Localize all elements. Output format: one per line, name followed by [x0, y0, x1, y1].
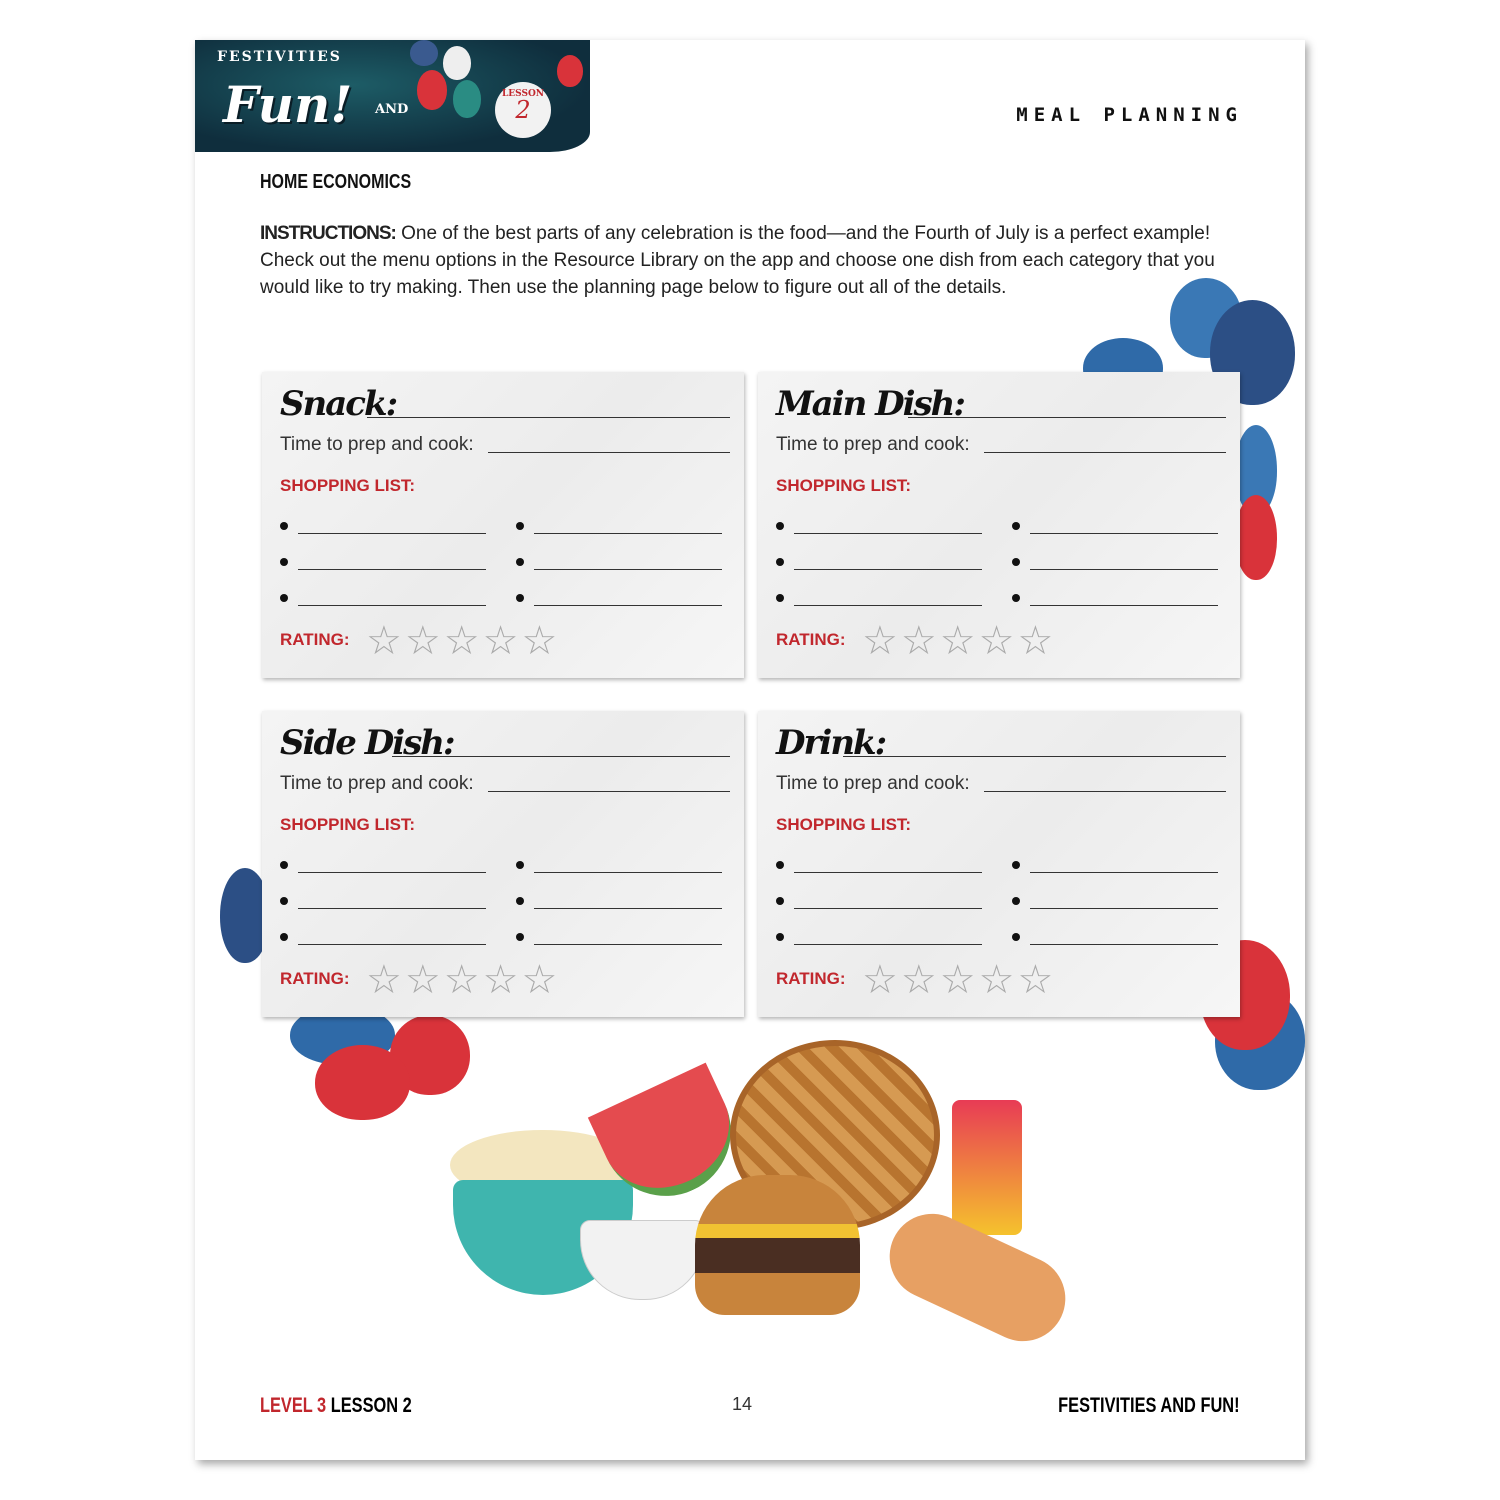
logo-and: AND [375, 102, 409, 117]
star-rating[interactable]: ☆☆☆☆☆ [366, 619, 561, 663]
write-line [298, 569, 486, 570]
shopping-item-field[interactable] [1012, 552, 1232, 572]
write-line [298, 605, 486, 606]
shopping-item-field[interactable] [516, 552, 736, 572]
bullet-icon [280, 594, 288, 602]
main-dish-card [758, 372, 1240, 678]
bullet-icon [776, 558, 784, 566]
card-title: Main Dish: [776, 384, 964, 424]
logo-fun: Fun! [223, 75, 353, 134]
bullet-icon [280, 933, 288, 941]
footer-level-lesson [260, 1394, 412, 1418]
shopping-item-field[interactable] [280, 516, 500, 536]
write-line [298, 533, 486, 534]
shopping-item-field[interactable] [280, 552, 500, 572]
shopping-item-field[interactable] [1012, 855, 1232, 875]
shopping-item-field[interactable] [516, 927, 736, 947]
bullet-icon [1012, 522, 1020, 530]
bullet-icon [1012, 861, 1020, 869]
instructions-label: INSTRUCTIONS: [260, 223, 396, 244]
shopping-item-field[interactable] [1012, 891, 1232, 911]
bullet-icon [776, 933, 784, 941]
write-line [534, 944, 722, 945]
write-line [1030, 569, 1218, 570]
bullet-icon [280, 522, 288, 530]
balloon-icon [443, 46, 471, 80]
section-title: MEAL PLANNING [1016, 104, 1243, 126]
write-line [534, 533, 722, 534]
lesson-badge-number: 2 [515, 96, 531, 124]
bullet-icon [516, 558, 524, 566]
time-label: Time to prep and cook: [776, 434, 970, 455]
series-banner [195, 40, 590, 152]
shopping-item-field[interactable] [776, 927, 996, 947]
shopping-list-label: SHOPPING LIST: [776, 815, 912, 834]
write-line [1030, 605, 1218, 606]
soda-can-icon [952, 1100, 1022, 1235]
card-title: Snack: [280, 384, 397, 424]
rating-label: RATING: [776, 630, 846, 649]
lesson-badge-label: LESSON [501, 89, 545, 99]
shopping-item-field[interactable] [516, 588, 736, 608]
bullet-icon [1012, 558, 1020, 566]
balloon-icon [1235, 495, 1277, 580]
write-line [534, 908, 722, 909]
subject-heading: HOME ECONOMICS [260, 171, 412, 193]
bullet-icon [776, 897, 784, 905]
shopping-item-field[interactable] [776, 588, 996, 608]
lesson-badge [495, 82, 551, 138]
dish-name-field[interactable] [908, 417, 1226, 418]
write-line [794, 533, 982, 534]
logo-festivities: FESTIVITIES [217, 49, 342, 65]
write-line [298, 908, 486, 909]
star-rating[interactable]: ☆☆☆☆☆ [862, 619, 1057, 663]
dish-name-field[interactable] [367, 417, 730, 418]
shopping-list-label: SHOPPING LIST: [776, 476, 912, 495]
balloon-icon [557, 55, 583, 87]
footer-book-title: FESTIVITIES AND FUN! [1058, 1394, 1240, 1417]
write-line [794, 908, 982, 909]
write-line [794, 605, 982, 606]
bullet-icon [1012, 897, 1020, 905]
burger-icon [695, 1175, 860, 1315]
shopping-item-field[interactable] [280, 891, 500, 911]
shopping-item-field[interactable] [516, 855, 736, 875]
bullet-icon [280, 861, 288, 869]
write-line [794, 872, 982, 873]
bullet-icon [516, 933, 524, 941]
card-title: Side Dish: [280, 723, 454, 763]
shopping-item-field[interactable] [280, 588, 500, 608]
shopping-item-field[interactable] [280, 927, 500, 947]
time-label: Time to prep and cook: [280, 434, 474, 455]
shopping-item-field[interactable] [516, 516, 736, 536]
shopping-item-field[interactable] [776, 552, 996, 572]
write-line [298, 944, 486, 945]
page-number: 14 [732, 1394, 753, 1414]
rating-label: RATING: [280, 969, 350, 988]
bullet-icon [516, 897, 524, 905]
rating-label: RATING: [776, 969, 846, 988]
yogurt-bowl-icon [580, 1220, 705, 1300]
write-line [298, 872, 486, 873]
shopping-list-label: SHOPPING LIST: [280, 476, 416, 495]
bullet-icon [776, 861, 784, 869]
time-field[interactable] [488, 791, 730, 792]
write-line [1030, 533, 1218, 534]
shopping-item-field[interactable] [280, 855, 500, 875]
instructions [260, 220, 1220, 301]
drink-card [758, 711, 1240, 1017]
bullet-icon [516, 594, 524, 602]
time-field[interactable] [488, 452, 730, 453]
card-title: Drink: [776, 723, 886, 763]
bullet-icon [516, 861, 524, 869]
footer-level: LEVEL 3 [260, 1394, 327, 1417]
side-dish-card [262, 711, 744, 1017]
shopping-item-field[interactable] [776, 855, 996, 875]
shopping-item-field[interactable] [776, 891, 996, 911]
time-label: Time to prep and cook: [776, 773, 970, 794]
shopping-item-field[interactable] [776, 516, 996, 536]
write-line [1030, 872, 1218, 873]
bullet-icon [1012, 594, 1020, 602]
balloon-icon [453, 80, 481, 118]
time-field[interactable] [984, 791, 1226, 792]
write-line [534, 605, 722, 606]
bullet-icon [776, 522, 784, 530]
time-label: Time to prep and cook: [280, 773, 474, 794]
write-line [534, 569, 722, 570]
dish-name-field[interactable] [392, 756, 730, 757]
balloon-icon [417, 70, 447, 110]
write-line [1030, 944, 1218, 945]
balloon-icon [315, 1045, 410, 1120]
bullet-icon [516, 522, 524, 530]
shopping-list-label: SHOPPING LIST: [280, 815, 416, 834]
balloon-icon [410, 40, 438, 66]
time-field[interactable] [984, 452, 1226, 453]
write-line [794, 569, 982, 570]
shopping-item-field[interactable] [1012, 588, 1232, 608]
dish-name-field[interactable] [843, 756, 1226, 757]
shopping-item-field[interactable] [1012, 516, 1232, 536]
bullet-icon [280, 897, 288, 905]
star-rating[interactable]: ☆☆☆☆☆ [366, 958, 561, 1002]
snack-card [262, 372, 744, 678]
shopping-item-field[interactable] [1012, 927, 1232, 947]
bullet-icon [280, 558, 288, 566]
shopping-item-field[interactable] [516, 891, 736, 911]
footer-lesson: LESSON 2 [330, 1394, 412, 1417]
instructions-text: One of the best parts of any celebration is the food—and the Fourth of July is a perfect example! Check out the menu options in the Resource Library on the app and choose one dish from each category that you would like to try making. Then use the planning page below to figure out all of the details. [260, 223, 1215, 298]
write-line [1030, 908, 1218, 909]
bullet-icon [776, 594, 784, 602]
write-line [794, 944, 982, 945]
bullet-icon [1012, 933, 1020, 941]
write-line [534, 872, 722, 873]
star-rating[interactable]: ☆☆☆☆☆ [862, 958, 1057, 1002]
rating-label: RATING: [280, 630, 350, 649]
